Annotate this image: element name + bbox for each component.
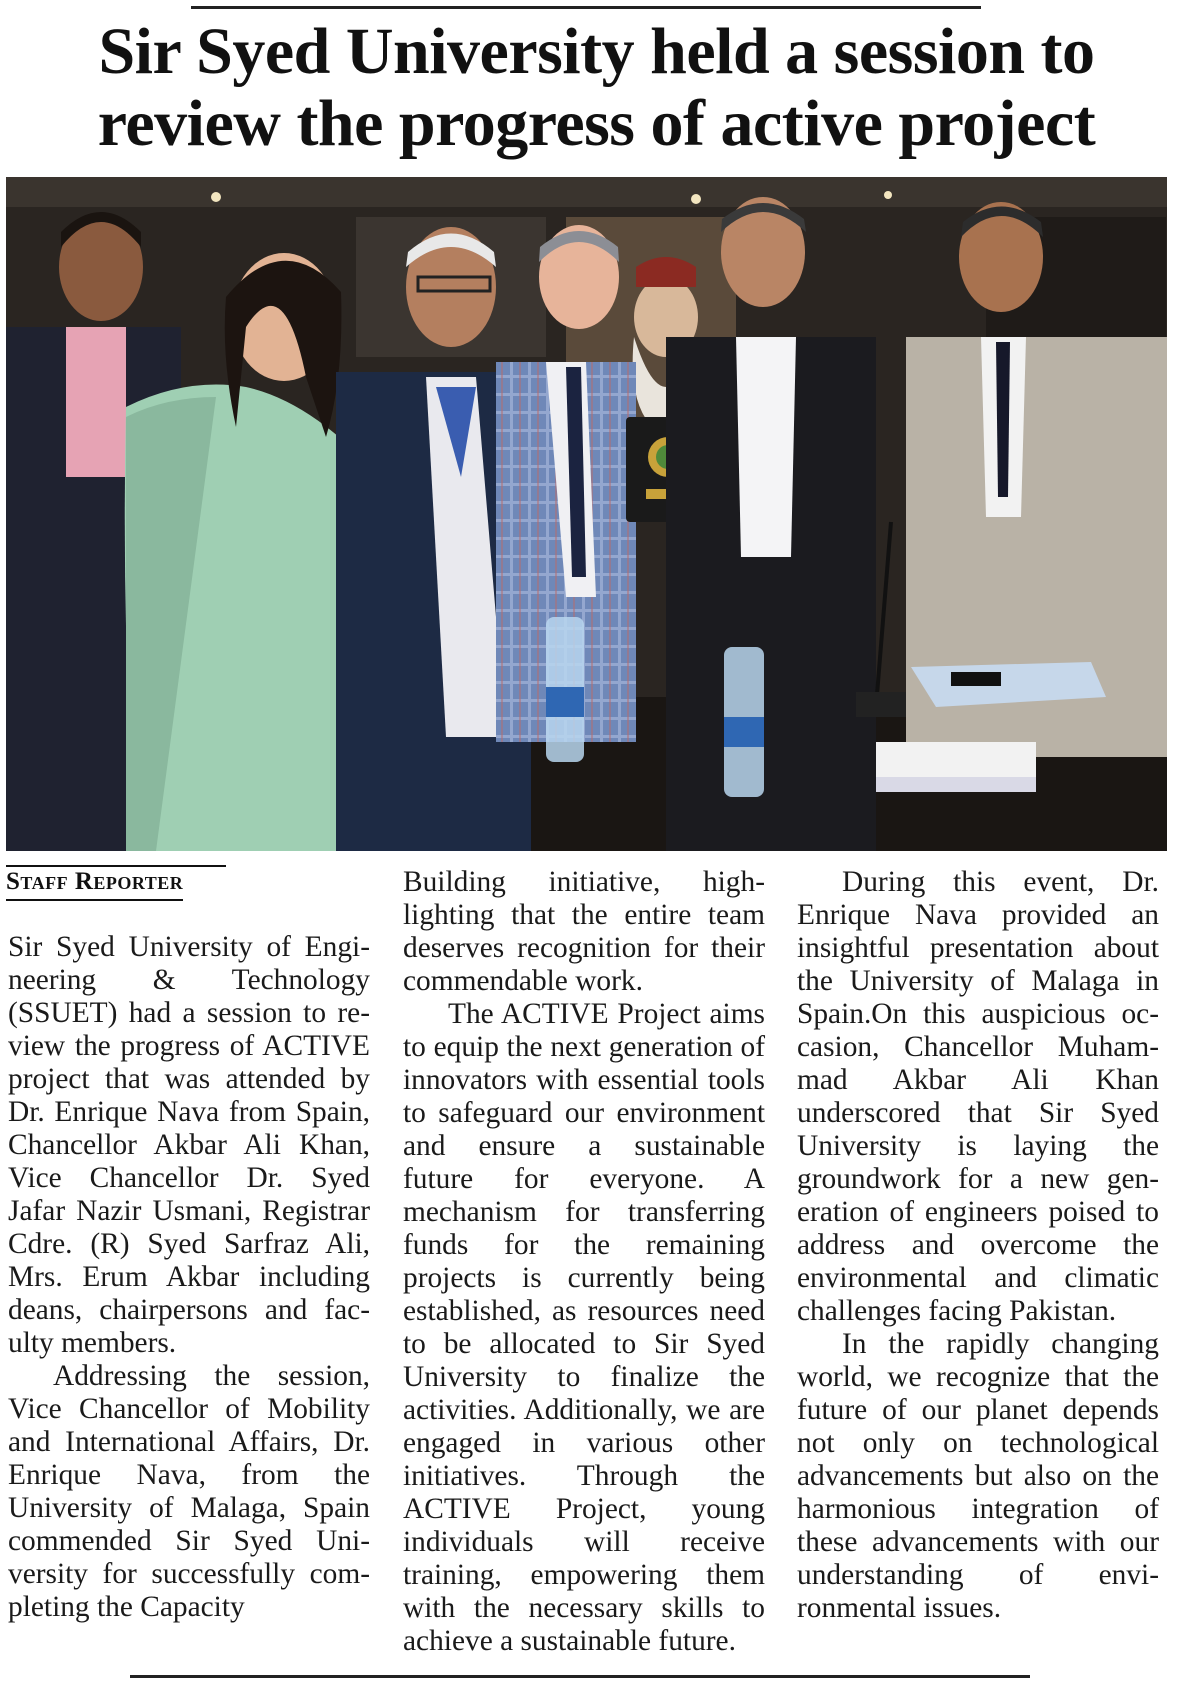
byline: Staff Reporter xyxy=(6,868,183,901)
article-column-3 xyxy=(797,866,1159,1625)
article-column-1 xyxy=(8,931,370,1624)
paragraph: Addressing the session, Vice Chancellor of Mobility and International Affairs, Dr. Enrique Nava, from the University of Malaga, Spain commended Sir Syed University for successfully completing the Capacity xyxy=(8,1360,370,1623)
headline: Sir Syed University held a session to review the progress of active project xyxy=(97,15,1096,160)
paragraph: The ACTIVE Project aims to equip the next generation of innovators with essential tools to safeguard our environment and ensure a sustainable future for everyone. A mechanism for transferring funds for the remaining projects is currently being established, as resources need to be allocated to Sir Syed University to finalize the activities. Additionally, we are engaged in various other initiatives. Through the ACTIVE Project, young individuals will receive training, empowering them with the necessary skills to achieve a sustainable future. xyxy=(403,998,765,1657)
photo-illustration xyxy=(6,177,1167,851)
news-photo xyxy=(6,177,1167,851)
paragraph: In the rapidly changing world, we recognize that the future of our planet depends not only on technological advancements but also on the harmonious integration of these advancements with our understanding of environmental issues. xyxy=(797,1328,1159,1624)
paragraph: Building initiative, highlighting that the entire team deserves recognition for their commendable work. xyxy=(403,866,765,997)
bottom-rule xyxy=(130,1675,1030,1678)
paragraph: Sir Syed University of Engineering & Technology (SSUET) had a session to review the progress of ACTIVE project that was attended by Dr. Enrique Nava from Spain, Chancellor Akbar Ali Khan, Vice Chancellor Dr. Syed Jafar Nazir Usmani, Registrar Cdre. (R) Syed Sarfraz Ali, Mrs. Erum Akbar including deans, chairpersons and faculty members. xyxy=(8,931,370,1359)
byline-top-rule xyxy=(6,865,226,867)
top-rule xyxy=(191,6,981,9)
paragraph: During this event, Dr. Enrique Nava provided an insightful presentation about the University of Malaga in Spain.On this auspicious occasion, Chancellor Muhammad Akbar Ali Khan underscored that Sir Syed University is laying the groundwork for a new generation of engineers poised to address and overcome the environmental and climatic challenges facing Pakistan. xyxy=(797,866,1159,1327)
article-column-2 xyxy=(403,866,765,1658)
